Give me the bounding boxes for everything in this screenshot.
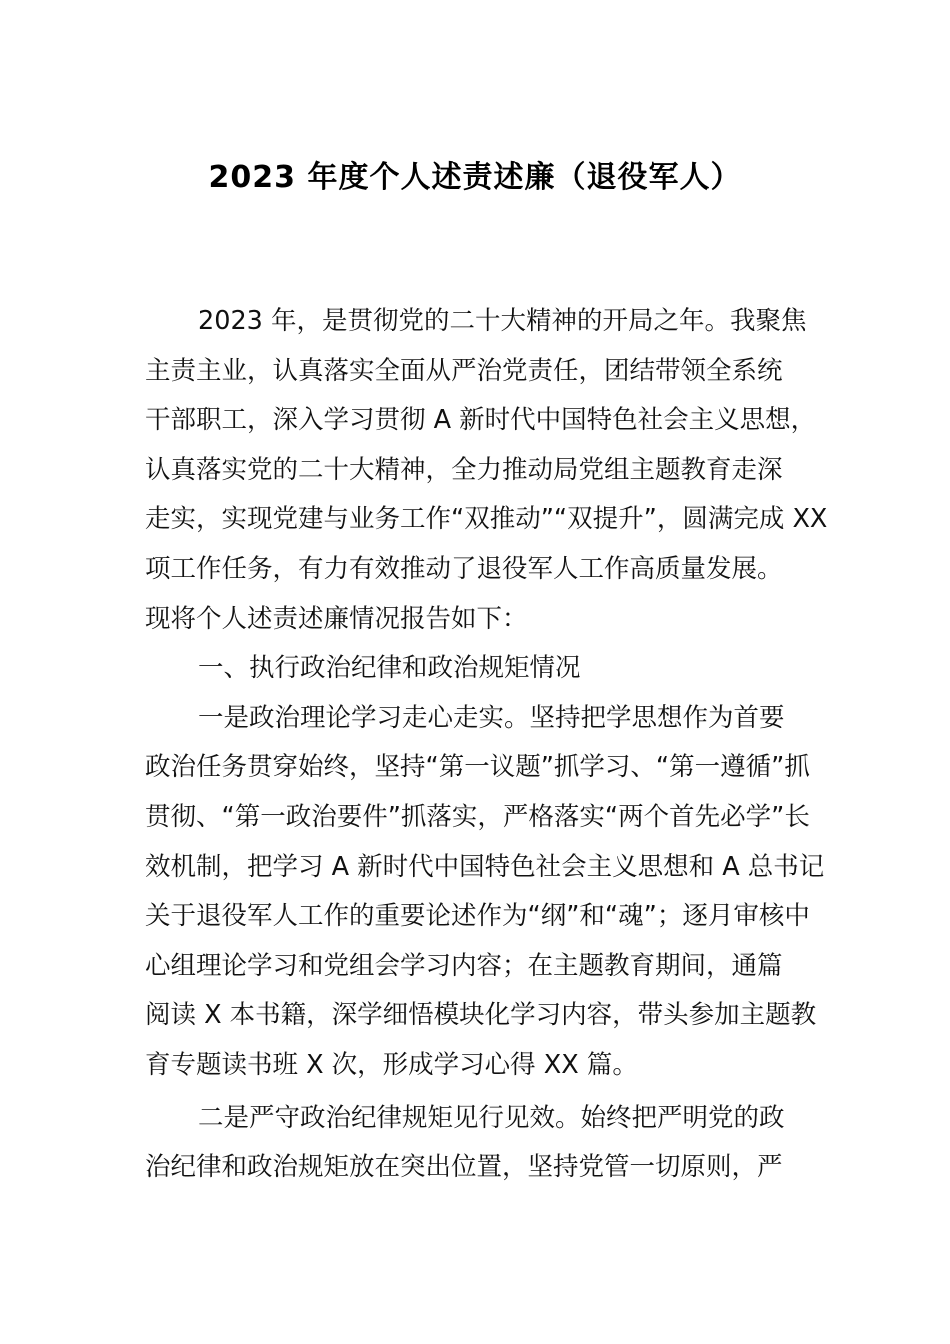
paragraph-line: 阅读 X 本书籍，深学细悟模块化学习内容，带头参加主题教: [145, 1000, 817, 1031]
paragraph-line: 效机制，把学习 A 新时代中国特色社会主义思想和 A 总书记: [145, 851, 825, 882]
paragraph-line: 心组理论学习和党组会学习内容；在主题教育期间，通篇: [145, 950, 783, 981]
paragraph-line: 贯彻、“第一政治要件”抓落实，严格落实“两个首先必学”长: [145, 801, 810, 832]
paragraph-line: 关于退役军人工作的重要论述作为“纲”和“魂”；逐月审核中: [145, 901, 810, 932]
paragraph-line: 政治任务贯穿始终，坚持“第一议题”抓学习、“第一遵循”抓: [145, 752, 810, 783]
document-body: [145, 297, 828, 1193]
paragraph-line: 走实，实现党建与业务工作“双推动”“双提升”，圆满完成 XX: [145, 504, 828, 535]
paragraph-line: 一是政治理论学习走心走实。坚持把学思想作为首要: [198, 702, 785, 733]
paragraph-line: 认真落实党的二十大精神，全力推动局党组主题教育走深: [145, 454, 783, 485]
section-heading: 一、执行政治纪律和政治规矩情况: [198, 653, 581, 684]
paragraph-line: 治纪律和政治规矩放在突出位置，坚持党管一切原则，严: [145, 1152, 783, 1183]
paragraph-line: 主责主业，认真落实全面从严治党责任，团结带领全系统: [145, 355, 783, 386]
paragraph-line: 育专题读书班 X 次，形成学习心得 XX 篇。: [145, 1049, 638, 1080]
paragraph-line: 现将个人述责述廉情况报告如下：: [145, 603, 528, 634]
paragraph-line: 2023 年，是贯彻党的二十大精神的开局之年。我聚焦: [198, 306, 807, 336]
paragraph-line: 二是严守政治纪律规矩见行见效。始终把严明党的政: [198, 1102, 785, 1133]
document-title: 2023 年度个人述责述廉（退役军人）: [208, 160, 742, 195]
paragraph-line: 干部职工，深入学习贯彻 A 新时代中国特色社会主义思想，: [145, 405, 817, 436]
paragraph-line: 项工作任务，有力有效推动了退役军人工作高质量发展。: [145, 553, 783, 584]
